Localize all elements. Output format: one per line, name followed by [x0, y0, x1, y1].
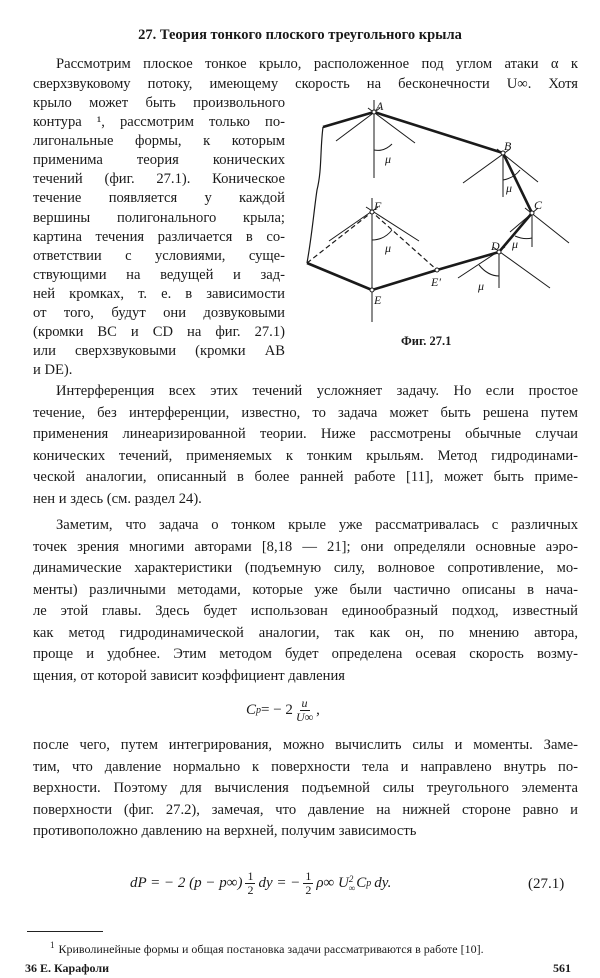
- text-line: Заметим, что задача о тонком крыле уже рассматривалась с различных: [56, 517, 578, 533]
- text-line: ле этой главы. Здесь будет использован единообразный подход, известный: [33, 603, 578, 619]
- footnote-mark: 1: [50, 940, 55, 950]
- mu-label: μ: [385, 241, 392, 255]
- text-line: менты) различными методами, которые уже были частично описаны в нача-: [33, 581, 578, 598]
- footnote-text: Криволинейные формы и общая постановка задачи рассматриваются в работе [10].: [58, 942, 484, 956]
- text-line: после чего, путем интегрирования, можно вычислить силы и моменты. Заме-: [33, 737, 578, 753]
- pressure-coefficient-formula: [246, 697, 320, 724]
- formula-subscript: p: [366, 878, 372, 889]
- formula-fraction: [303, 870, 313, 897]
- text-line: применения линеаризированной теории. Ниже рассмотрены обычные случаи: [33, 426, 578, 442]
- formula-sup-sub: [349, 875, 355, 893]
- mu-label: μ: [512, 237, 519, 251]
- formula-fraction: [245, 870, 255, 897]
- equation-number: (27.1): [528, 876, 565, 892]
- paragraph-3: [33, 515, 578, 687]
- footnote: [50, 940, 484, 957]
- vertex-label-a: A: [376, 99, 384, 113]
- text-line: контура ¹, рассмотрим только по-: [33, 114, 285, 131]
- paragraph-4: [33, 735, 578, 843]
- wing-figure: [0, 0, 600, 340]
- vertex-label-c: C: [534, 198, 543, 212]
- vertex-label-e-prime: E′: [431, 275, 441, 289]
- text-line: противоположно давлению на верхней, получим зависимость: [33, 823, 417, 839]
- text-line: Интерференция всех этих течений усложняет задачу. Но если простое: [56, 383, 578, 399]
- text-line: крыло может быть произвольного: [33, 95, 285, 111]
- paragraph-2: [33, 381, 578, 510]
- formula-part: = − 2: [261, 702, 293, 718]
- text-line: применима теория конических: [33, 152, 285, 169]
- mu-label: μ: [506, 181, 513, 195]
- text-line: течений (фиг. 27.1). Коническое: [33, 171, 285, 188]
- text-line: ствующими на ведущей и зад-: [33, 266, 285, 283]
- formula-part: ,: [316, 702, 320, 718]
- mu-label: μ: [385, 152, 392, 166]
- text-line: поверхности (фиг. 27.2), замечая, что давление на нижней стороне равно и: [33, 801, 578, 818]
- fraction-numerator: u: [301, 696, 308, 710]
- formula-part: C: [246, 702, 257, 718]
- text-line: и DE).: [33, 362, 73, 379]
- formula-part: dy.: [374, 875, 392, 891]
- text-line: течение, без интерференции, известно, то задача может быть решена путем: [33, 404, 578, 421]
- text-line: точек зрения многими авторами [8,18 — 21]; они определяли основные аэро-: [33, 538, 578, 555]
- vertex-label-d: D: [491, 239, 500, 253]
- section-title: 27. Теория тонкого плоского треугольного крыла: [138, 27, 462, 43]
- mu-label: μ: [478, 279, 485, 293]
- text-line: динамические характеристики (подъемную силу, волновое сопротивление, мо-: [33, 560, 578, 576]
- fraction-denominator: 2: [247, 883, 254, 897]
- text-line: вершины полигонального крыла;: [33, 209, 285, 226]
- text-line: или сверхзвуковыми (кромки AB: [33, 343, 285, 360]
- formula-part: dy = −: [258, 875, 301, 891]
- formula-superscript: 2: [348, 873, 354, 884]
- wing-leading-edge: [307, 112, 532, 290]
- running-footer-author: 36 Е. Карафоли: [25, 961, 110, 975]
- text-line: как метод гидродинамической аналогии, так как он, по мнению автора,: [33, 624, 578, 641]
- formula-part: dP = − 2 (p − p∞): [130, 875, 243, 891]
- text-line: сверхзвуковому потоку, имеющему скорость на бесконечности U∞. Хотя: [33, 75, 578, 92]
- page-number: 561: [553, 961, 571, 975]
- text-line: Рассмотрим плоское тонкое крыло, расположенное под углом атаки α к: [56, 56, 578, 72]
- text-line: лигональные формы, к которым: [33, 133, 285, 150]
- formula-subscript: p: [256, 705, 262, 716]
- formula-subscript: ∞: [348, 882, 356, 893]
- formula-fraction: [296, 697, 313, 724]
- text-line: тим, что давление нормально к поверхности тела и направлено внутрь по-: [33, 758, 578, 775]
- figure-caption: Фиг. 27.1: [401, 334, 452, 348]
- fraction-numerator: 1: [305, 869, 312, 883]
- text-line: (кромки BC и CD на фиг. 27.1): [33, 324, 285, 341]
- fraction-denominator: U∞: [295, 710, 314, 724]
- text-line: проще и удобнее. Этим методом будет определена осевая скорость возму-: [33, 646, 578, 662]
- text-line: течение появляется у каждой: [33, 190, 285, 207]
- text-line: верхности. Поэтому для вычисления подъемной силы треугольного элемента: [33, 780, 578, 796]
- formula-part: C: [356, 875, 367, 891]
- text-line: от того, будут они дозвуковыми: [33, 305, 285, 322]
- text-line: ней кромках, т. е. в зависимости: [33, 285, 285, 302]
- text-line: нен и здесь (см. раздел 24).: [33, 490, 202, 507]
- text-line: конических течений, применяемых к тонким крыльям. Метод гидродинами-: [33, 447, 578, 464]
- lift-element-formula: [130, 870, 391, 897]
- text-line: ответствии с условиями, суще-: [33, 247, 285, 264]
- fraction-numerator: 1: [247, 869, 254, 883]
- wing-cut-edge: [307, 127, 323, 263]
- formula-part: ρ∞ U: [316, 875, 349, 891]
- text-line: картина течения различается в со-: [33, 228, 285, 245]
- vertex-label-b: B: [504, 139, 512, 153]
- fraction-denominator: 2: [305, 883, 312, 897]
- text-line: щения, от которой зависит коэффициент давления: [33, 667, 345, 684]
- footnote-rule: [27, 931, 103, 932]
- vertex-label-e: E: [374, 293, 382, 307]
- vertex-label-f: F: [374, 199, 382, 213]
- text-line: ческой аналогии, описанный в более ранней работе [11], может быть приме-: [33, 469, 578, 485]
